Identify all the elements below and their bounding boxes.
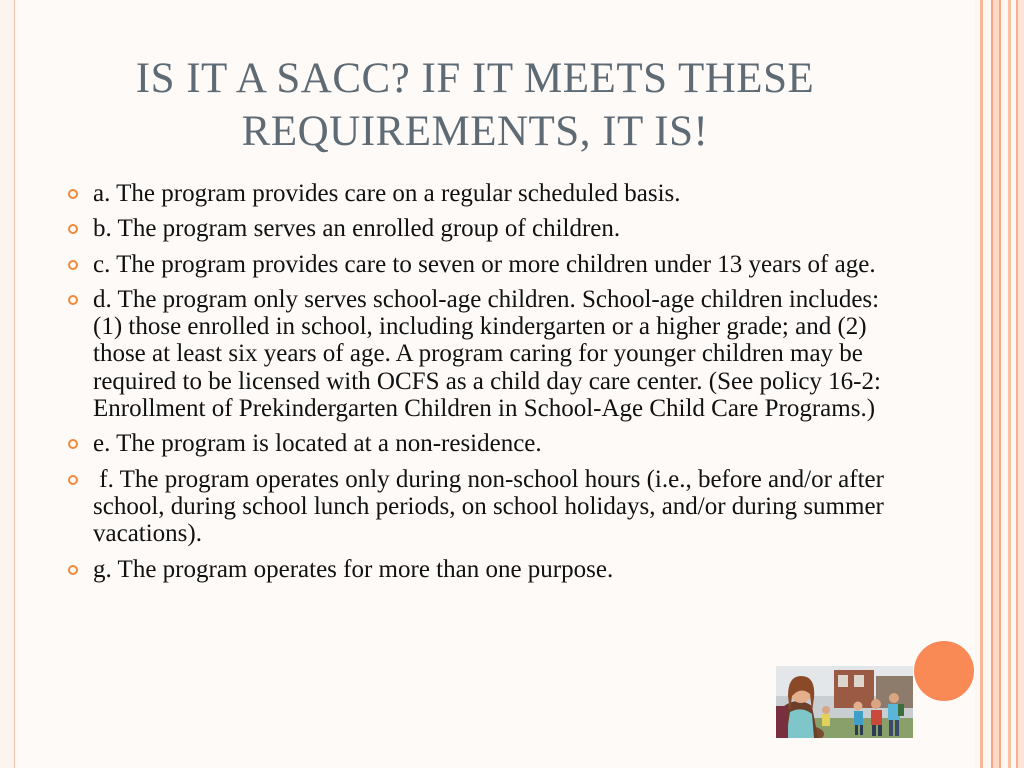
slide-title-line-1: IS IT A SACC? IF IT MEETS THESE: [135, 55, 815, 102]
right-stripe-line: [1008, 0, 1011, 768]
left-border-decoration: [0, 0, 15, 768]
bullet-list: [66, 180, 891, 591]
bullet-circle-icon: [68, 475, 78, 485]
bullet-text: g. The program operates for more than one purpose.: [93, 555, 614, 583]
bullet-text: f. The program operates only during non-school hours (i.e., before and/or after school, during school lunch periods, on school holidays, and/or during summer vacations).: [93, 465, 891, 548]
right-stripe-line: [991, 0, 1001, 768]
bullet-text: a. The program provides care on a regular scheduled basis.: [93, 180, 681, 207]
slide-title-line-2: REQUIREMENTS, IT IS!: [241, 108, 709, 155]
slide-title: [60, 52, 890, 158]
bullet-circle-icon: [68, 189, 78, 199]
bullet-circle-icon: [68, 295, 78, 305]
bullet-circle-icon: [68, 565, 78, 575]
bullet-circle-icon: [68, 224, 78, 234]
bullet-circle-icon: [68, 439, 78, 449]
bullet-item: [66, 180, 886, 207]
bullet-item: [66, 215, 886, 242]
right-stripe-line: [980, 0, 983, 768]
right-stripe-line: [1016, 0, 1024, 768]
bullet-text: d. The program only serves school-age children. School-age children includes: (1) those enrolled in school, including kindergarten or a higher grade; and (2) those at least six years of age. A program caring for younger children may be required to be licensed with OCFS as a child day care center. (See policy 16-2: Enrollment of Prekindergarten Children in School-Age Child Care Programs.): [93, 285, 881, 423]
accent-circle: [914, 641, 974, 701]
bullet-item: [66, 465, 891, 548]
bullet-text: e. The program is located at a non-residence.: [93, 430, 542, 458]
bullet-item: [66, 286, 886, 422]
bullet-item: [66, 251, 886, 278]
children-school-photo: [776, 666, 913, 738]
bullet-text: c. The program provides care to seven or more children under 13 years of age.: [93, 250, 876, 278]
bullet-item: [66, 556, 886, 583]
bullet-item: [66, 430, 886, 457]
bullet-circle-icon: [68, 260, 78, 270]
bullet-text: b. The program serves an enrolled group of children.: [93, 215, 621, 243]
